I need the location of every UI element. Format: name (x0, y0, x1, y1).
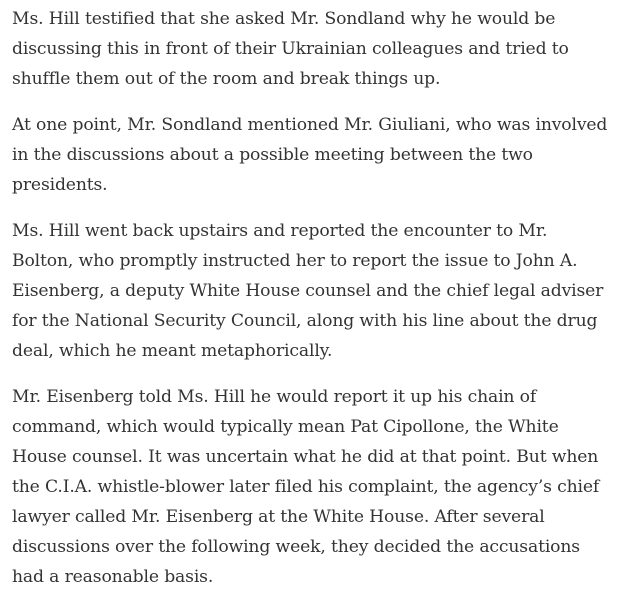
article-paragraph: Mr. Eisenberg told Ms. Hill he would report it up his chain of command, which would typically mean Pat Cipollone, the White House counsel. It was uncertain what he did at that point. But when the C.I.A. whistle-blower later filed his complaint, the agency’s chief lawyer called Mr. Eisenberg at the White House. After several discussions over the following week, they decided the accusations had a reasonable basis. (12, 387, 600, 587)
article-paragraph: Ms. Hill testified that she asked Mr. Sondland why he would be discussing this in front of their Ukrainian colleagues and tried to shuffle them out of the room and break things up. (12, 9, 569, 89)
article-paragraph: Ms. Hill went back upstairs and reported the encounter to Mr. Bolton, who promptly instructed her to report the issue to John A. Eisenberg, a deputy White House counsel and the chief legal adviser for the National Security Council, along with his line about the drug deal, which he meant metaphorically. (12, 221, 604, 361)
article-paragraph: At one point, Mr. Sondland mentioned Mr. Giuliani, who was involved in the discussions about a possible meeting between the two presidents. (12, 115, 608, 195)
